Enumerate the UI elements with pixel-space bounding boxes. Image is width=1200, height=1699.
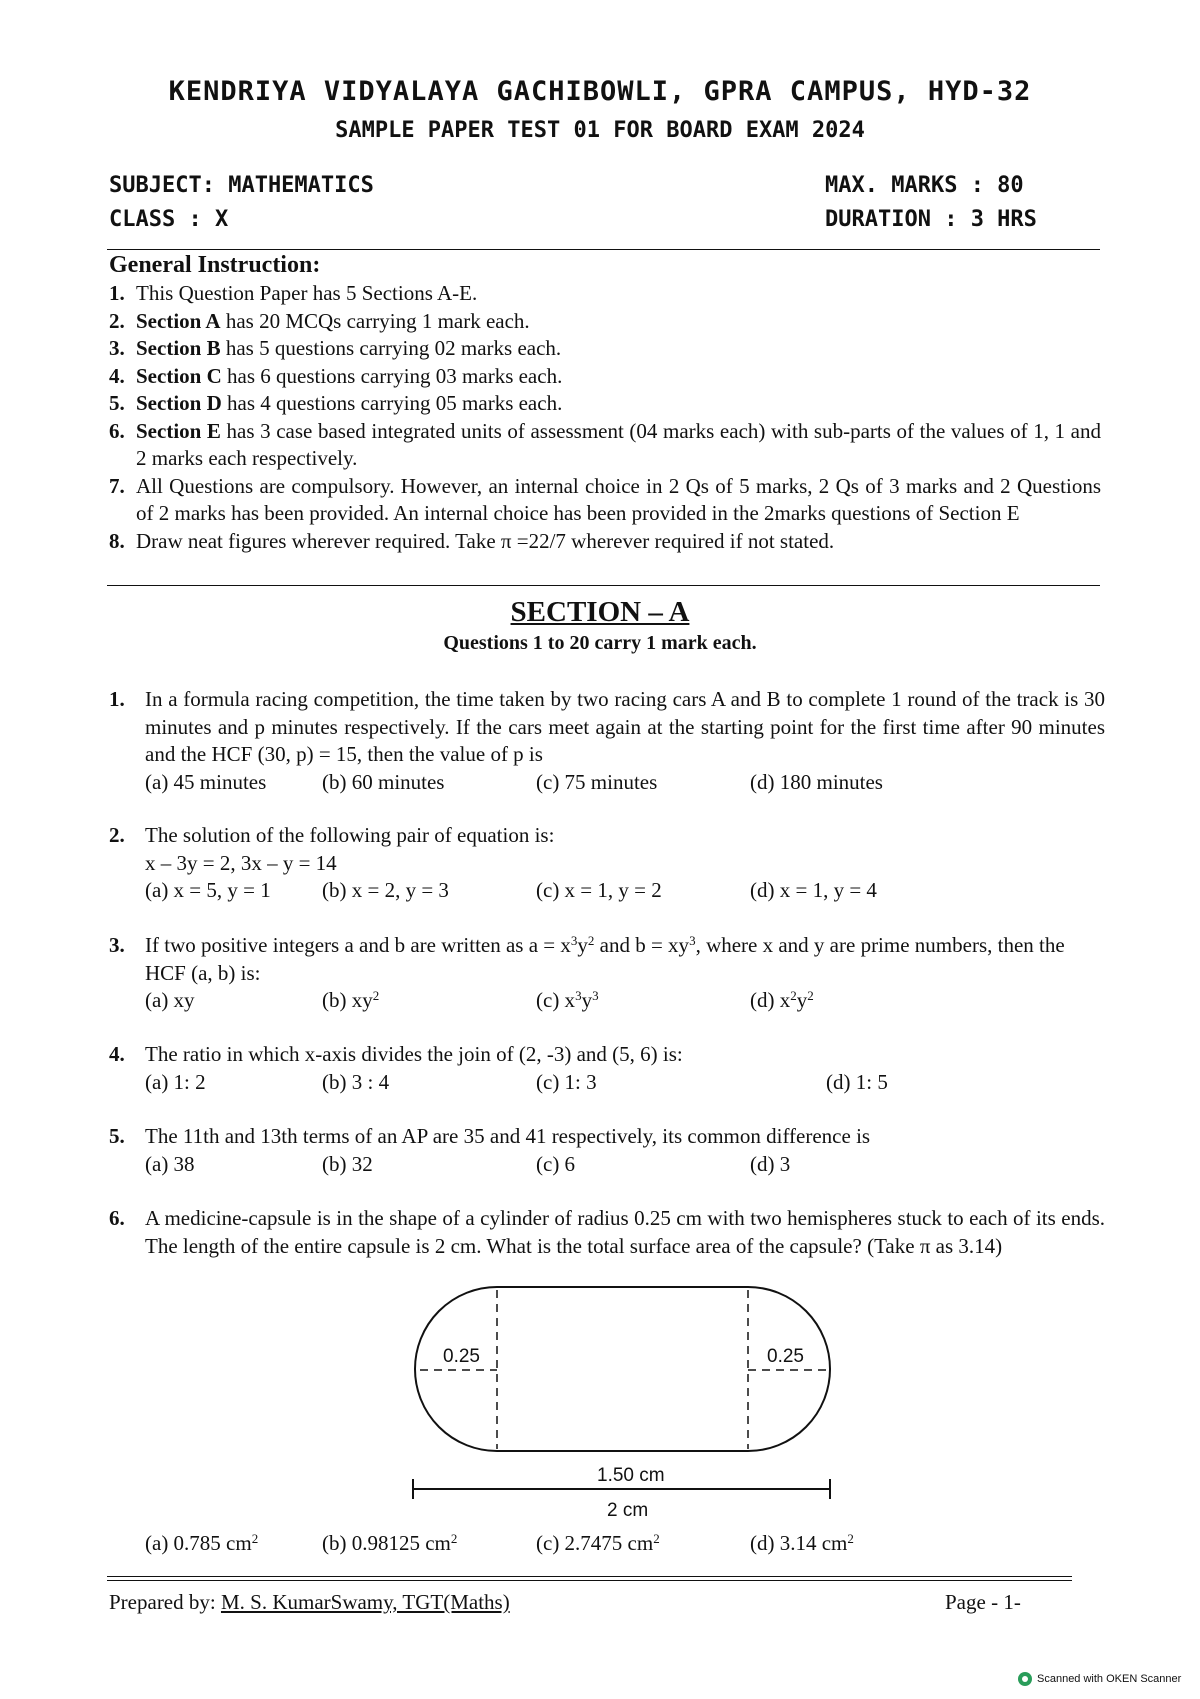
cylinder-length-label: 1.50 cm xyxy=(597,1465,665,1486)
instruction-item: 3. Section B has 5 questions carrying 02 marks each. xyxy=(109,336,562,360)
question-text: The ratio in which x-axis divides the join of (2, -3) and (5, 6) is: xyxy=(145,1042,683,1066)
option-c[interactable]: (c) 75 minutes xyxy=(536,769,658,794)
instruction-item: 5. Section D has 4 questions carrying 05 marks each. xyxy=(109,391,563,415)
question-4: 4. The ratio in which x-axis divides the join of (2, -3) and (5, 6) is: (a) 1: 2 (b) 3 : 4 (c) 1: 3 (d) 1: 5 xyxy=(109,1041,1105,1096)
option-a[interactable]: (a) 0.785 $cm^2$ xyxy=(145,1531,259,1555)
footer-divider xyxy=(107,1576,1072,1581)
test-title: SAMPLE PAPER TEST 01 FOR BOARD EXAM 2024 xyxy=(335,118,865,143)
question-5: 5. The 11th and 13th terms of an AP are 35 and 41 respectively, its common difference is (a) 38 (b) 32 (c) 6 (d) 3 xyxy=(109,1123,1105,1178)
option-c[interactable]: (c) x = 1, y = 2 xyxy=(536,878,662,902)
instruction-item: 4. Section C has 6 questions carrying 03 marks each. xyxy=(109,363,563,388)
scanner-watermark: Scanned with OKEN Scanner xyxy=(1018,1672,1181,1686)
question-6: 6. A medicine-capsule is in the shape of a cylinder of radius 0.25 cm with two hemispheres stuck to each of its ends. The length of the entire capsule is 2 cm. What is the total surface area of the capsule? (Take π as 3.14) xyxy=(109,1205,1105,1260)
option-a[interactable]: (a) x = 5, y = 1 xyxy=(145,878,271,902)
subject-label: SUBJECT: MATHEMATICS xyxy=(109,173,374,198)
option-d[interactable]: (d) 3.14 $cm^2$ xyxy=(750,1531,854,1555)
instruction-item: 8. Draw neat figures wherever required. Take π =22/7 wherever required if not stated. xyxy=(109,528,835,553)
school-name: KENDRIYA VIDYALAYA GACHIBOWLI, GPRA CAMPUS, HYD-32 xyxy=(168,76,1032,107)
option-c[interactable]: (c) 1: 3 xyxy=(536,1069,597,1094)
total-length-label: 2 cm xyxy=(607,1500,649,1521)
option-d[interactable]: (d) 1: 5 xyxy=(826,1069,888,1094)
section-title: SECTION – A xyxy=(510,596,690,628)
option-a[interactable]: (a) 45 minutes xyxy=(145,769,267,794)
option-c[interactable]: (c) 2.7475 $cm^2$ xyxy=(536,1531,660,1555)
option-c[interactable]: (c) 6 xyxy=(536,1151,576,1176)
instruction-item: 1. This Question Paper has 5 Sections A-E. xyxy=(109,281,478,305)
question-1: 1. In a formula racing competition, the time taken by two racing cars A and B to complete 1 round of the track is 30 minutes and p minutes respectively. If the cars meet again at the starting point for the first time after 90 minutes and the HCF (30, p) = 15, then the value of p is (a) 45 minutes (b) 60 minutes (c) 75 minutes (d) 180 minutes xyxy=(109,686,1105,796)
right-radius-label: 0.25 xyxy=(767,1346,804,1367)
instructions-title: General Instruction: xyxy=(109,252,321,278)
option-b[interactable]: (b) 32 xyxy=(322,1151,373,1176)
question-2: 2. The solution of the following pair of equation is: x – 3y = 2, 3x – y = 14 (a) x = 5, y = 1 (b) x = 2, y = 3 (c) x = 1, y = 2 (d) x = 1, y = 4 xyxy=(109,822,1105,905)
duration-label: DURATION : 3 HRS xyxy=(825,207,1037,232)
instruction-item: 7. All Questions are compulsory. However, an internal choice in 2 Qs of 5 marks, 2 Qs of 3 marks and 2 Questions of 2 marks has been provided. An internal choice has been provided in the 2marks questions of Section E xyxy=(109,473,1101,525)
option-a[interactable]: (a) 1: 2 xyxy=(145,1069,206,1094)
question-text: If two positive integers a and b are written as $a = x^3y^2$ and $b = xy^3$, where x and y are prime numbers, then the HCF (a, b) is: xyxy=(145,933,1065,985)
option-b[interactable]: (b) $xy^2$ xyxy=(322,988,380,1012)
option-b[interactable]: (b) x = 2, y = 3 xyxy=(322,878,449,902)
option-b[interactable]: (b) 60 minutes xyxy=(322,769,445,794)
question-text: The 11th and 13th terms of an AP are 35 and 41 respectively, its common difference is xyxy=(145,1124,871,1148)
scanner-logo-icon xyxy=(1018,1672,1032,1686)
capsule-outline xyxy=(415,1287,830,1451)
option-b[interactable]: (b) 3 : 4 xyxy=(322,1069,390,1094)
option-d[interactable]: (d) 3 xyxy=(750,1151,791,1176)
page-number: Page - 1- xyxy=(945,1590,1021,1614)
option-c[interactable]: (c) $x^3y^3$ xyxy=(536,988,599,1012)
prepared-by: Prepared by: M. S. KumarSwamy, TGT(Maths) xyxy=(109,1590,510,1614)
left-radius-label: 0.25 xyxy=(443,1346,480,1367)
class-label: CLASS : X xyxy=(109,207,229,232)
option-d[interactable]: (d) $x^2y^2$ xyxy=(750,988,814,1012)
equation: x – 3y = 2, 3x – y = 14 xyxy=(145,850,337,875)
instruction-item: 6. Section E has 3 case based integrated units of assessment (04 marks each) with sub-parts of the values of 1, 1 and 2 marks each respectively. xyxy=(109,418,1101,470)
question-text: A medicine-capsule is in the shape of a cylinder of radius 0.25 cm with two hemispheres stuck to each of its ends. The length of the entire capsule is 2 cm. What is the total surface area of the capsule? (Take π as 3.14) xyxy=(145,1206,1105,1258)
question-text: In a formula racing competition, the time taken by two racing cars A and B to complete 1 round of the track is 30 minutes and p minutes respectively. If the cars meet again at the starting point for the first time after 90 minutes and the HCF (30, p) = 15, then the value of p is xyxy=(145,687,1105,766)
question-6-options xyxy=(145,1530,1045,1558)
option-a[interactable]: (a) xy xyxy=(145,988,195,1012)
options xyxy=(145,1530,1045,1558)
option-a[interactable]: (a) 38 xyxy=(145,1151,195,1176)
option-b[interactable]: (b) 0.98125 $cm^2$ xyxy=(322,1531,458,1555)
option-d[interactable]: (d) 180 minutes xyxy=(750,769,883,794)
question-3: 3. If two positive integers a and b are written as $a = x^3y^2$ and $b = xy^3$, where x and y are prime numbers, then the HCF (a, b) is: (a) xy (b) $xy^2$ (c) $x^3y^3$ (d) $x^2y^2$ xyxy=(109,932,1105,1015)
question-text: The solution of the following pair of equation is: xyxy=(145,823,555,847)
section-subtitle: Questions 1 to 20 carry 1 mark each. xyxy=(443,632,757,654)
max-marks-label: MAX. MARKS : 80 xyxy=(825,173,1024,198)
instruction-item: 2. Section A has 20 MCQs carrying 1 mark each. xyxy=(109,308,530,333)
option-d[interactable]: (d) x = 1, y = 4 xyxy=(750,878,877,902)
